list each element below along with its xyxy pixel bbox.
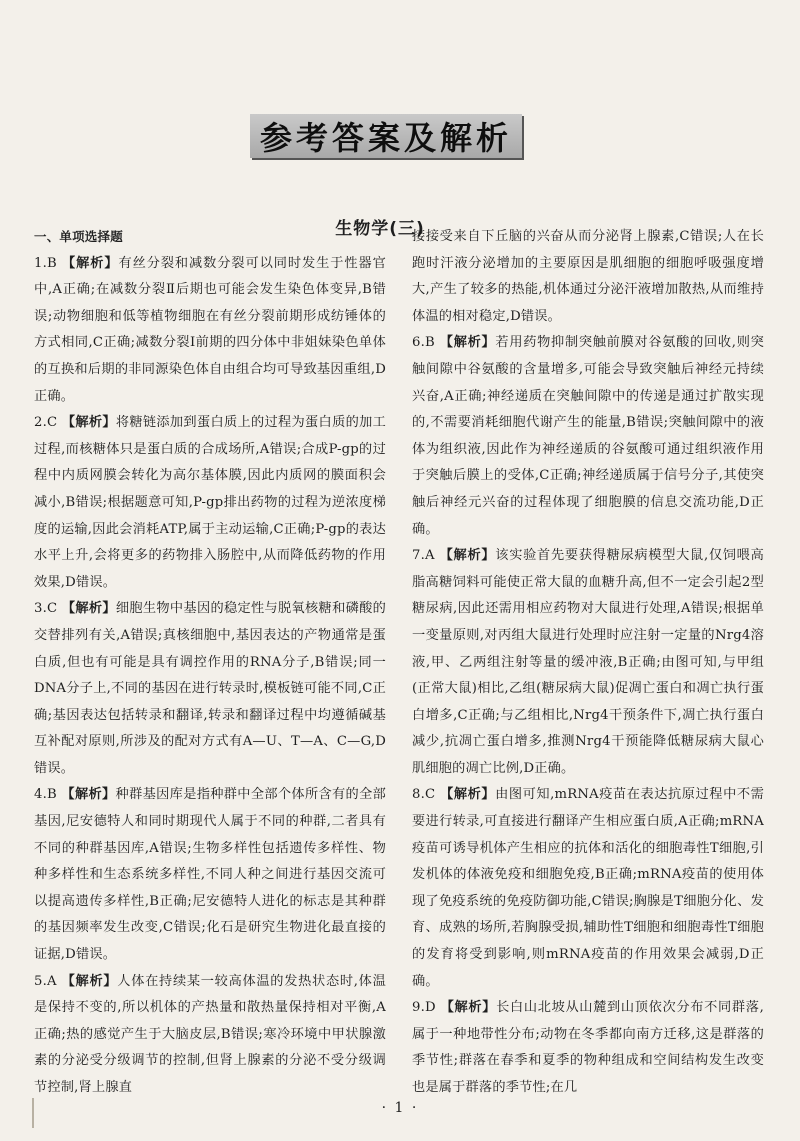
answer-item bbox=[34, 782, 386, 968]
answer-number: 3.C bbox=[34, 601, 58, 617]
answer-text: 长白山北坡从山麓到山顶依次分布不同群落,属于一种地带性分布;动物在冬季都向南方迁移,这是群落的季节性;群落在春季和夏季的物种组成和空间结构发生改变也是属于群落的季节性;在几 bbox=[412, 1000, 764, 1095]
right-column bbox=[412, 224, 764, 1102]
answer-number: 7.A bbox=[412, 548, 435, 564]
answer-text: 若用药物抑制突触前膜对谷氨酸的回收,则突触间隙中谷氨酸的含量增多,可能会导致突触后神经元持续兴奋,A正确;神经递质在突触间隙中的传递是通过扩散实现的,不需要消耗细胞代谢产生的能量,B错误;突触间隙中的液体为组织液,因此作为神经递质的谷氨酸可通过组织液作用于突触后膜上的受体,C正确;神经递质属于信号分子,其使突触后神经元兴奋的过程体现了细胞膜的信息交流功能,D正确。 bbox=[412, 335, 764, 537]
answer-text: 将糖链添加到蛋白质上的过程为蛋白质的加工过程,而核糖体只是蛋白质的合成场所,A错误;合成P-gp的过程中内质网膜会转化为高尔基体膜,因此内质网的膜面积会减小,B错误;根据题意可知,P-gp排出药物的过程为逆浓度梯度的运输,因此会消耗ATP,属于主动运输,C正确;P-gp的表达水平上升,会将更多的药物排入肠腔中,从而降低药物的作用效果,D错误。 bbox=[34, 415, 386, 590]
section-heading: 一、单项选择题 bbox=[34, 229, 123, 244]
analysis-label: 【解析】 bbox=[61, 415, 116, 431]
analysis-label: 【解析】 bbox=[62, 255, 119, 271]
answer-item bbox=[34, 251, 386, 411]
analysis-label: 【解析】 bbox=[439, 548, 496, 564]
subject-subtitle: 生物学(三) bbox=[335, 219, 425, 239]
answer-text: 人体在持续某一较高体温的发热状态时,体温是保持不变的,所以机体的产热量和散热量保持相对平衡,A正确;热的感觉产生于大脑皮层,B错误;寒冷环境中甲状腺激素的分泌受分级调节的控制,但肾上腺素的分泌不受分级调节控制,肾上腺直 bbox=[34, 973, 386, 1095]
answer-number: 9.D bbox=[412, 1000, 436, 1016]
analysis-label: 【解析】 bbox=[61, 601, 116, 617]
answer-item bbox=[34, 969, 386, 1102]
answer-item bbox=[34, 410, 386, 596]
answer-number: 4.B bbox=[34, 787, 57, 803]
answer-continuation: 接接受来自下丘脑的兴奋从而分泌肾上腺素,C错误;人在长跑时汗液分泌增加的主要原因是肌细胞的细胞呼吸强度增大,产生了较多的热能,机体通过分泌汗液增加散热,从而维持体温的相对稳定,D错误。 bbox=[412, 229, 764, 324]
binding-edge-mark bbox=[32, 1098, 40, 1128]
analysis-label: 【解析】 bbox=[61, 787, 116, 803]
answer-text: 种群基因库是指种群中全部个体所含有的全部基因,尼安德特人和同时期现代人属于不同的种群,二者具有不同的种群基因库,A错误;生物多样性包括遗传多样性、物种多样性和生态系统多样性,不同人种之间进行基因交流可以提高遗传多样性,B正确;尼安德特人进化的标志是其种群的基因频率发生改变,C错误;化石是研究生物进化最直接的证据,D错误。 bbox=[34, 787, 386, 963]
answer-text: 细胞生物中基因的稳定性与脱氧核糖和磷酸的交替排列有关,A错误;真核细胞中,基因表达的产物通常是蛋白质,但也有可能是具有调控作用的RNA分子,B错误;同一DNA分子上,不同的基因在进行转录时,模板链可能不同,C正确;基因表达包括转录和翻译,转录和翻译过程中均遵循碱基互补配对原则,所涉及的配对方式有A—U、T—A、C—G,D错误。 bbox=[34, 601, 386, 776]
analysis-label: 【解析】 bbox=[439, 335, 496, 351]
answer-text: 该实验首先要获得糖尿病模型大鼠,仅饲喂高脂高糖饲料可能使正常大鼠的血糖升高,但不一定会引起2型糖尿病,因此还需用相应药物对大鼠进行处理,A错误;根据单一变量原则,对丙组大鼠进行处理时应注射一定量的Nrg4溶液,甲、乙两组注射等量的缓冲液,B正确;由图可知,与甲组(正常大鼠)相比,乙组(糖尿病大鼠)促凋亡蛋白和凋亡执行蛋白增多,C正确;与乙组相比,Nrg4干预条件下,凋亡执行蛋白减少,抗凋亡蛋白增多,推测Nrg4干预能降低糖尿病大鼠心肌细胞的凋亡比例,D正确。 bbox=[412, 548, 764, 776]
answer-text: 有丝分裂和减数分裂可以同时发生于性器官中,A正确;在减数分裂Ⅱ后期也可能会发生染色体变异,B错误;动物细胞和低等植物细胞在有丝分裂前期形成纺锤体的方式相同,C正确;减数分裂Ⅰ前期的四分体中非姐妹染色单体的互换和后期的非同源染色体自由组合均可导致基因重组,D正确。 bbox=[34, 255, 386, 404]
answer-item bbox=[412, 995, 764, 1101]
answer-item bbox=[34, 596, 386, 782]
answer-number: 2.C bbox=[34, 415, 58, 431]
answer-number: 1.B bbox=[34, 255, 57, 271]
analysis-label: 【解析】 bbox=[61, 973, 118, 989]
page-number: · 1 · bbox=[381, 1100, 419, 1116]
answer-item bbox=[412, 543, 764, 782]
left-column bbox=[34, 224, 386, 1102]
analysis-label: 【解析】 bbox=[440, 787, 496, 803]
answer-item bbox=[412, 330, 764, 543]
page-title: 参考答案及解析 bbox=[250, 114, 522, 158]
answer-number: 5.A bbox=[34, 973, 57, 989]
analysis-label: 【解析】 bbox=[440, 1000, 497, 1016]
answer-item bbox=[412, 782, 764, 995]
answer-number: 6.B bbox=[412, 335, 435, 351]
answer-text: 由图可知,mRNA疫苗在表达抗原过程中不需要进行转录,可直接进行翻译产生相应蛋白质,A正确;mRNA疫苗可诱导机体产生相应的抗体和活化的细胞毒性T细胞,引发机体的体液免疫和细胞免疫,B正确;mRNA疫苗的使用体现了免疫系统的免疫防御功能,C错误;胸腺是T细胞分化、发育、成熟的场所,若胸腺受损,辅助性T细胞和细胞毒性T细胞的发育将受到影响,则mRNA疫苗的作用效果会减弱,D正确。 bbox=[412, 787, 764, 989]
answer-number: 8.C bbox=[412, 787, 436, 803]
